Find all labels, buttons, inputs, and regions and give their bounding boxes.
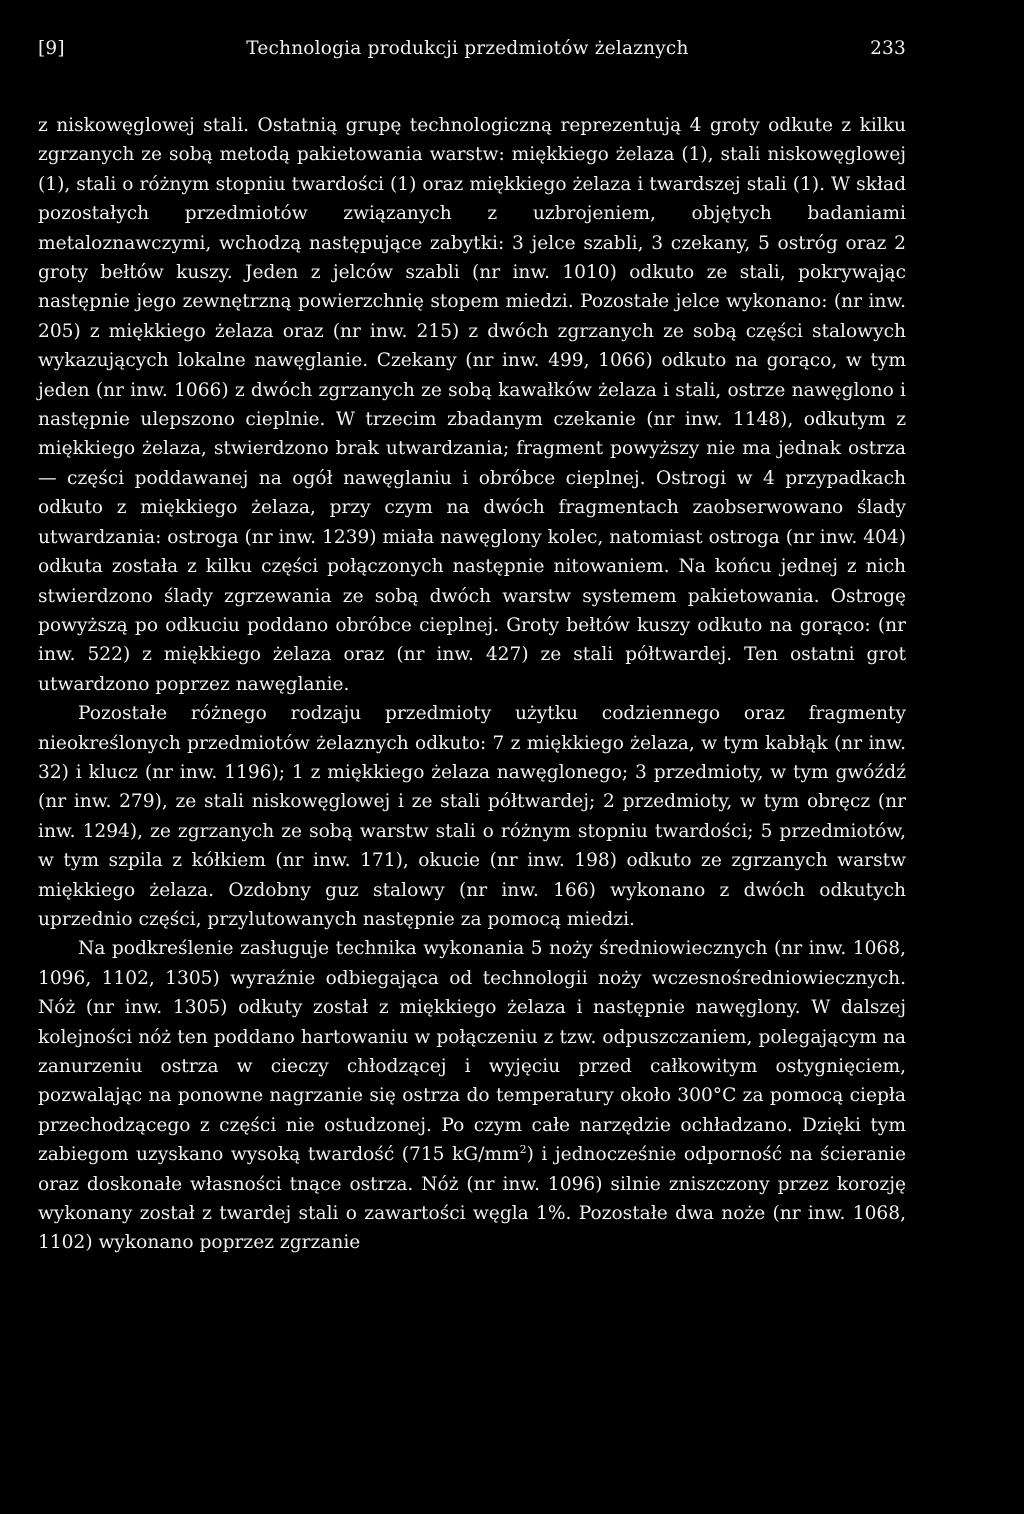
page-number: 233 — [870, 38, 906, 59]
running-title: Technologia produkcji przedmiotów żelaznych — [246, 38, 689, 59]
section-number: [9] — [38, 38, 65, 59]
paragraph-1: z niskowęglowej stali. Ostatnią grupę technologiczną reprezentują 4 groty odkute z kilku zgrzanych ze sobą metodą pakietowania warstw: miękkiego żelaza (1), stali niskowęglowej (1), stali o różnym stopniu twardości (1) oraz miękkiego żelaza i twardszej stali (1). W skład pozostałych przedmiotów związanych z uzbrojeniem, objętych badaniami metaloznawczymi, wchodzą następujące zabytki: 3 jelce szabli, 3 czekany, 5 ostróg oraz 2 groty bełtów kuszy. Jeden z jelców szabli (nr inw. 1010) odkuto ze stali, pokrywając następnie jego zewnętrzną powierzchnię stopem miedzi. Pozostałe jelce wykonano: (nr inw. 205) z miękkiego żelaza oraz (nr inw. 215) z dwóch zgrzanych ze sobą części stalowych wykazujących lokalne nawęglanie. Czekany (nr inw. 499, 1066) odkuto na gorąco, w tym jeden (nr inw. 1066) z dwóch zgrzanych ze sobą kawałków żelaza i stali, ostrze nawęglono i następnie ulepszono cieplnie. W trzecim zbadanym czekanie (nr inw. 1148), odkutym z miękkiego żelaza, stwierdzono brak utwardzania; fragment powyższy nie ma jednak ostrza — części poddawanej na ogół nawęglaniu i obróbce cieplnej. Ostrogi w 4 przypadkach odkuto z miękkiego żelaza, przy czym na dwóch fragmentach zaobserwowano ślady utwardzania: ostroga (nr inw. 1239) miała nawęglony kolec, natomiast ostroga (nr inw. 404) odkuta została z kilku części połączonych następnie nitowaniem. Na końcu jednej z nich stwierdzono ślady zgrzewania ze sobą dwóch warstw systemem pakietowania. Ostrogę powyższą po odkuciu poddano obróbce cieplnej. Groty bełtów kuszy odkuto na gorąco: (nr inw. 522) z miękkiego żelaza oraz (nr inw. 427) ze stali półtwardej. Ten ostatni grot utwardzono poprzez nawęglanie. — [38, 115, 906, 695]
paragraph-3 — [38, 934, 906, 1257]
paragraph-2: Pozostałe różnego rodzaju przedmioty użytku codziennego oraz fragmenty nieokreślonych przedmiotów żelaznych odkuto: 7 z miękkiego żelaza, w tym kabłąk (nr inw. 32) i klucz (nr inw. 1196); 1 z miękkiego żelaza nawęglonego; 3 przedmioty, w tym gwóźdź (nr inw. 279), ze stali niskowęglowej i ze stali półtwardej; 2 przedmioty, w tym obręcz (nr inw. 1294), ze zgrzanych ze sobą warstw stali o różnym stopniu twardości; 5 przedmiotów, w tym szpila z kółkiem (nr inw. 171), okucie (nr inw. 198) odkuto ze zgrzanych warstw miękkiego żelaza. Ozdobny guz stalowy (nr inw. 166) wykonano z dwóch odkutych uprzednio części, przylutowanych następnie za pomocą miedzi. — [38, 703, 906, 930]
body-text — [38, 111, 906, 1258]
paragraph-3-part-2: ) i jednocześnie odporność na ścieranie oraz doskonałe własności tnące ostrza. Nóż (nr inw. 1096) silnie zniszczony przez korozję wykonany został z twardej stali o zawartości węgla 1%. Pozostałe dwa noże (nr inw. 1068, 1102) wykonano poprzez zgrzanie — [38, 1144, 906, 1254]
paragraph-3-part-1: Na podkreślenie zasługuje technika wykonania 5 noży średniowiecznych (nr inw. 1068, 1096, 1102, 1305) wyraźnie odbiegająca od technologii noży wczesnośredniowiecznych. Nóż (nr inw. 1305) odkuty został z miękkiego żelaza i następnie nawęglony. W dalszej kolejności nóż ten poddano hartowaniu w połączeniu z tzw. odpuszczaniem, polegającym na zanurzeniu ostrza w cieczy chłodzącej i wyjęciu przed całkowitym ostygnięciem, pozwalając na ponowne nagrzanie się ostrza do temperatury około 300°C za pomocą ciepła przechodzącego z części nie ostudzonej. Po czym całe narzędzie ochładzano. Dzięki tym zabiegom uzyskano wysoką twardość (715 kG/mm — [38, 938, 906, 1166]
superscript-exponent: 2 — [519, 1143, 527, 1157]
running-header — [38, 38, 906, 78]
document-page — [38, 38, 906, 1258]
